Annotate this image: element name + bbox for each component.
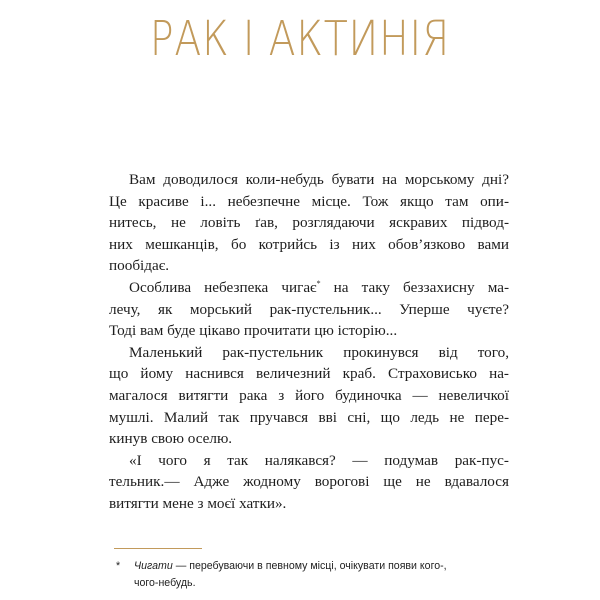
text-fragment: на таку беззахисну ма- [320,278,510,296]
text-line: Тоді вам буде цікаво прочитати цю історію... [109,322,398,340]
footnote-reference: * [316,278,321,288]
text-line: кинув свою оселю. [109,430,233,448]
footnote-line: чого-небудь. [134,577,196,589]
text-fragment: Особлива небезпека чигає [129,278,317,296]
text-line: «І чого я так налякався? — подумав рак-пус- [129,451,509,469]
text-line: що йому наснився величезний краб. Страховисько на- [109,365,509,383]
footnote-term: Чигати [134,560,173,572]
text-line: них мешканців, бо котрийсь із них обов’язково вами [109,235,509,253]
text-line: Вам доводилося коли-небудь бувати на морському дні? [129,171,509,188]
footnote-divider [114,548,202,549]
text-line: тельник.— Адже жодному ворогові ще не вдавалося [109,473,509,491]
footnote [116,558,496,592]
text-line: нитесь, не ловіть ґав, розглядаючи яскравих підвод- [109,214,509,232]
story-text [109,169,509,515]
text-line: мушлі. Малий так пручався вві сні, що ледь не пере- [109,408,509,426]
footnote-marker: * [116,560,121,572]
footnote-definition: — перебуваючи в певному місці, очікувати появи кого-, [172,560,447,572]
text-line: магалося витягти рака з його будиночка — невеличкої [109,386,509,404]
page-title: РАК І АКТИНІЯ [149,11,451,67]
text-line: Це красиве і... небезпечне місце. Тож якщо там опи- [109,192,509,210]
text-line: витягти мене з моєї хатки». [109,494,287,512]
footnote-line [116,558,496,575]
text-line: Маленький рак-пустельник прокинувся від того, [129,343,509,361]
text-line: лечу, як морський рак-пустельник... Уперше чуєте? [109,300,509,318]
text-line [109,277,509,299]
text-line: пообідає. [109,257,170,275]
